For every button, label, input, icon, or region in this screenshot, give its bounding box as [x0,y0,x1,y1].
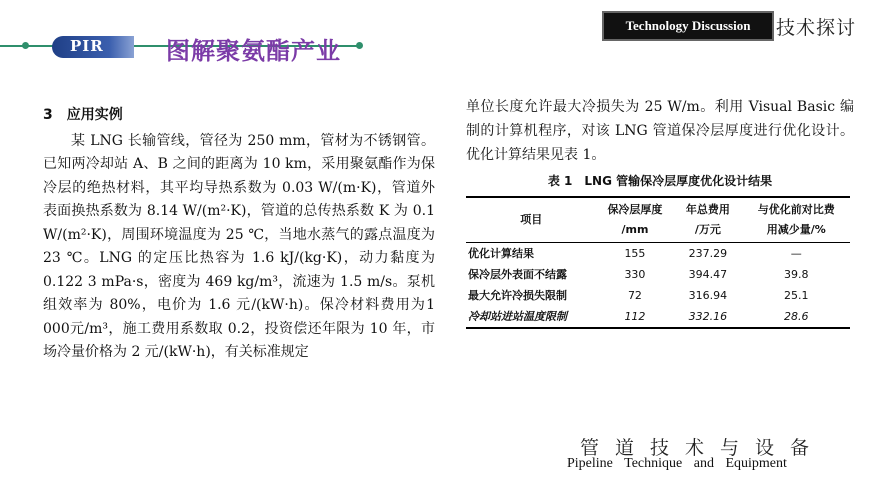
table-row [466,243,850,265]
row-thickness: 112 [624,310,646,323]
row-thickness: 155 [624,247,646,260]
journal-name-cn: 管道技术与设备 [580,437,826,459]
row-thickness: 72 [627,289,642,302]
row-item: 冷却站进站温度限制 [468,310,567,323]
technology-discussion-label: Technology Discussion [602,11,774,41]
row-item: 保冷层外表面不结露 [468,268,567,281]
table-row [466,306,850,328]
row-reduction: 39.8 [783,268,809,281]
results-table [466,196,850,329]
header-reduction: 与优化前对比费 用减少量/% [757,203,835,236]
table-row [466,264,850,285]
table-title: 表 1 LNG 管输保冷层厚度优化设计结果 [547,174,773,188]
header-dot-left [22,42,29,49]
table-header-row [466,197,850,243]
row-thickness: 330 [624,268,646,281]
table-row [466,285,850,306]
row-cost: 332.16 [688,310,728,323]
header-annual-cost: 年总费用 /万元 [685,203,730,236]
technology-discussion-cn: 技术探讨 [776,17,857,39]
pir-label: PIR [70,37,104,55]
section-heading: 3 应用实例 [43,107,123,123]
row-reduction: — [790,247,802,260]
row-cost: 316.94 [688,289,728,302]
journal-name-en: Pipeline Technique and Equipment [567,456,787,471]
header-thickness: 保冷层厚度 /mm [607,203,663,236]
row-cost: 394.47 [688,268,728,281]
page-title: 图解聚氨酯产业 [166,37,341,65]
right-column-text: 单位长度允许最大冷损失为 25 W/m。利用 Visual Basic 编制的计算机程序，对该 LNG 管道保冷层厚度进行优化设计。优化计算结果见表 1。 [466,99,854,163]
header-item: 项目 [520,213,543,226]
section-paragraph: 某 LNG 长输管线，管径为 250 mm，管材为不锈钢管。已知两冷却站 A、B 之间的距离为 10 km，采用聚氨酯作为保冷层的绝热材料，其平均导热系数为 0.03 W/(m·K)，管道外表面换热系数为 8.14 W/(m²·K)，管道的总传热系数 K 为 0.1 W/(m²·K)，周围环境温度为 25 ℃，当地水蒸气的露点温度为 23 ℃。LNG 的定压比热容为 1.6 kJ/(kg·K)，动力黏度为0.122 3 mPa·s，密度为 469 kg/m³，流速为 1.5 m/s。泵机组效率为 80%，电价为 1.6 元/(kW·h)。保冷材料费用为1 000元/m³，施工费用系数取 0.2，投资偿还年限为 10 年，市场冷量价格为 2 元/(kW·h)，有关标准规定 [43,132,435,360]
left-column [43,104,435,365]
row-item: 最大允许冷损失限制 [468,289,567,302]
row-cost: 237.29 [688,247,728,260]
header-dot-right [356,42,363,49]
row-item: 优化计算结果 [468,247,534,260]
row-reduction: 28.6 [783,310,809,323]
row-reduction: 25.1 [783,289,809,302]
